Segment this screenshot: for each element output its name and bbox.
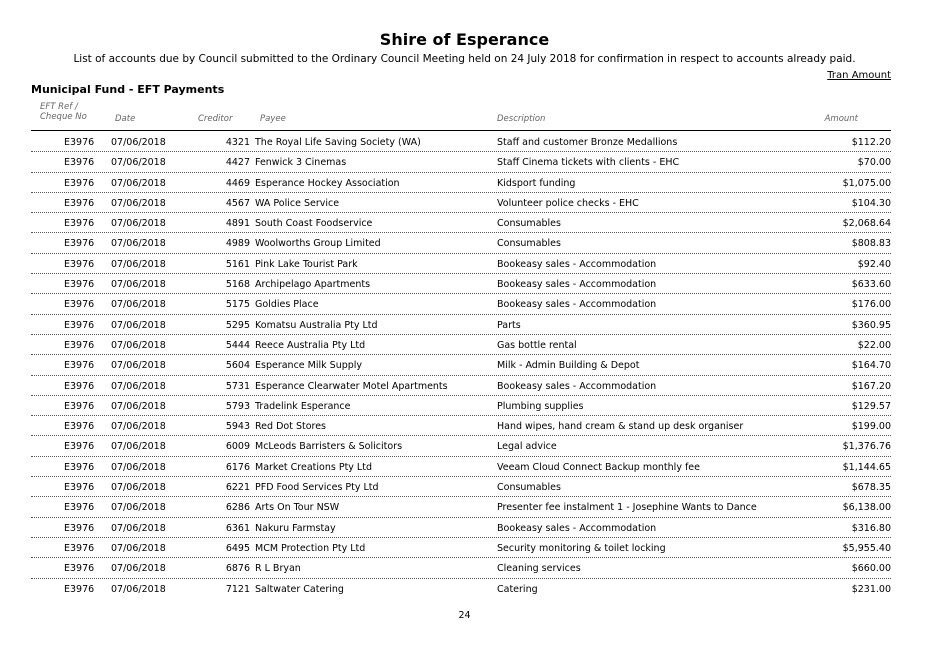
cell-creditor: 5295 [225, 319, 250, 331]
cell-creditor: 6876 [225, 563, 250, 575]
cell-description: Bookeasy sales - Accommodation [497, 299, 657, 311]
cell-date: 07/06/2018 [111, 258, 166, 270]
table-row [31, 254, 891, 274]
cell-eft-ref: E3976 [64, 380, 95, 392]
table-row [31, 376, 891, 396]
cell-date: 07/06/2018 [111, 441, 166, 453]
cell-eft-ref: E3976 [64, 238, 95, 250]
cell-description: Consumables [497, 238, 561, 250]
cell-date: 07/06/2018 [111, 319, 166, 331]
cell-payee: Pink Lake Tourist Park [255, 258, 358, 270]
cell-amount: $633.60 [851, 279, 891, 291]
cell-creditor: 7121 [225, 583, 250, 595]
cell-creditor: 6286 [225, 502, 250, 514]
cell-eft-ref: E3976 [64, 421, 95, 433]
table-row [31, 132, 891, 152]
cell-description: Cleaning services [497, 563, 581, 575]
cell-date: 07/06/2018 [111, 360, 166, 372]
table-row [31, 193, 891, 213]
cell-amount: $316.80 [851, 522, 891, 534]
table-row [31, 497, 891, 517]
cell-eft-ref: E3976 [64, 339, 95, 351]
cell-eft-ref: E3976 [64, 157, 95, 169]
cell-payee: Arts On Tour NSW [255, 502, 340, 514]
tran-amount-label: Tran Amount [827, 70, 891, 81]
cell-eft-ref: E3976 [64, 299, 95, 311]
cell-description: Bookeasy sales - Accommodation [497, 279, 657, 291]
cell-payee: Goldies Place [255, 299, 319, 311]
cell-date: 07/06/2018 [111, 563, 166, 575]
cell-payee: Tradelink Esperance [255, 400, 351, 412]
cell-amount: $231.00 [851, 583, 891, 595]
cell-eft-ref: E3976 [64, 583, 95, 595]
cell-eft-ref: E3976 [64, 177, 95, 189]
cell-amount: $112.20 [851, 137, 891, 148]
cell-description: Legal advice [497, 441, 557, 453]
cell-eft-ref: E3976 [64, 563, 95, 575]
table-row [31, 477, 891, 497]
cell-eft-ref: E3976 [64, 461, 95, 473]
cell-amount: $2,068.64 [842, 218, 891, 230]
cell-creditor: 5731 [225, 380, 250, 392]
table-row [31, 558, 891, 578]
cell-date: 07/06/2018 [111, 238, 166, 250]
cell-creditor: 6361 [225, 522, 250, 534]
cell-amount: $5,955.40 [842, 542, 891, 554]
cell-description: Veeam Cloud Connect Backup monthly fee [497, 461, 700, 473]
cell-creditor: 5168 [225, 279, 250, 291]
cell-payee: PFD Food Services Pty Ltd [255, 482, 379, 494]
cell-description: Staff Cinema tickets with clients - EHC [497, 157, 680, 169]
page-number: 24 [458, 610, 471, 621]
document-subtitle: List of accounts due by Council submitted to the Ordinary Council Meeting held on 24 July 2018 for confirmation in respect to accounts already paid. [73, 53, 856, 65]
cell-description: Presenter fee instalment 1 - Josephine Wants to Dance [497, 502, 757, 514]
cell-creditor: 6495 [225, 542, 250, 554]
table-row [31, 152, 891, 172]
table-row [31, 436, 891, 456]
cell-creditor: 4321 [225, 137, 250, 148]
table-row [31, 518, 891, 538]
cell-date: 07/06/2018 [111, 522, 166, 534]
cell-amount: $164.70 [851, 360, 891, 372]
cell-description: Volunteer police checks - EHC [497, 197, 639, 209]
table-row [31, 274, 891, 294]
cell-creditor: 5161 [225, 258, 250, 270]
cell-creditor: 4989 [225, 238, 250, 250]
cell-description: Milk - Admin Building & Depot [497, 360, 640, 372]
cell-amount: $808.83 [851, 238, 891, 250]
document-title: Shire of Esperance [379, 30, 550, 49]
cell-payee: Archipelago Apartments [255, 279, 371, 291]
cell-date: 07/06/2018 [111, 542, 166, 554]
cell-date: 07/06/2018 [111, 482, 166, 494]
header-amount: Amount [824, 114, 858, 124]
cell-date: 07/06/2018 [111, 157, 166, 169]
table-row [31, 315, 891, 335]
cell-description: Plumbing supplies [497, 400, 584, 412]
table-row [31, 233, 891, 253]
cell-payee: Komatsu Australia Pty Ltd [255, 319, 378, 331]
cell-amount: $360.95 [851, 319, 891, 331]
cell-amount: $70.00 [857, 157, 891, 169]
table-row [31, 213, 891, 233]
cell-amount: $678.35 [851, 482, 891, 494]
cell-amount: $6,138.00 [842, 502, 891, 514]
cell-payee: Market Creations Pty Ltd [255, 461, 372, 473]
cell-date: 07/06/2018 [111, 218, 166, 230]
cell-creditor: 5943 [225, 421, 250, 433]
cell-eft-ref: E3976 [64, 542, 95, 554]
cell-creditor: 4891 [225, 218, 250, 230]
cell-description: Catering [497, 583, 538, 595]
cell-payee: McLeods Barristers & Solicitors [255, 441, 403, 453]
cell-payee: Saltwater Catering [255, 583, 344, 595]
cell-eft-ref: E3976 [64, 137, 95, 148]
cell-description: Parts [497, 319, 521, 331]
cell-amount: $176.00 [851, 299, 891, 311]
cell-eft-ref: E3976 [64, 482, 95, 494]
table-row [31, 173, 891, 193]
cell-payee: Nakuru Farmstay [255, 522, 336, 534]
cell-amount: $129.57 [851, 400, 891, 412]
cell-description: Bookeasy sales - Accommodation [497, 258, 657, 270]
table-row [31, 294, 891, 314]
cell-eft-ref: E3976 [64, 502, 95, 514]
table-row [31, 457, 891, 477]
payments-table-body [31, 132, 891, 598]
table-row [31, 416, 891, 436]
cell-amount: $1,144.65 [842, 461, 891, 473]
table-row [31, 396, 891, 416]
cell-amount: $1,376.76 [842, 441, 891, 453]
cell-amount: $167.20 [851, 380, 891, 392]
cell-description: Gas bottle rental [497, 339, 577, 351]
cell-creditor: 4469 [225, 177, 250, 189]
table-row [31, 355, 891, 375]
cell-creditor: 5604 [225, 360, 250, 372]
cell-payee: Red Dot Stores [255, 421, 326, 433]
cell-date: 07/06/2018 [111, 279, 166, 291]
cell-description: Hand wipes, hand cream & stand up desk organiser [497, 421, 744, 433]
cell-payee: Fenwick 3 Cinemas [255, 157, 347, 169]
cell-eft-ref: E3976 [64, 360, 95, 372]
table-row [31, 538, 891, 558]
cell-amount: $104.30 [851, 197, 891, 209]
cell-amount: $22.00 [857, 339, 891, 351]
cell-payee: Woolworths Group Limited [255, 238, 381, 250]
cell-date: 07/06/2018 [111, 177, 166, 189]
cell-creditor: 5793 [225, 400, 250, 412]
cell-payee: The Royal Life Saving Society (WA) [255, 137, 421, 148]
cell-payee: MCM Protection Pty Ltd [255, 542, 366, 554]
cell-date: 07/06/2018 [111, 421, 166, 433]
cell-creditor: 6221 [225, 482, 250, 494]
cell-description: Bookeasy sales - Accommodation [497, 380, 657, 392]
cell-date: 07/06/2018 [111, 380, 166, 392]
cell-description: Consumables [497, 218, 561, 230]
header-description: Description [497, 114, 546, 124]
header-eft-ref: EFT Ref / Cheque No [40, 102, 87, 122]
cell-creditor: 4567 [225, 197, 250, 209]
cell-amount: $92.40 [857, 258, 891, 270]
cell-eft-ref: E3976 [64, 441, 95, 453]
cell-creditor: 6176 [225, 461, 250, 473]
cell-eft-ref: E3976 [64, 218, 95, 230]
cell-description: Staff and customer Bronze Medallions [497, 137, 678, 148]
cell-description: Consumables [497, 482, 561, 494]
cell-eft-ref: E3976 [64, 400, 95, 412]
cell-payee: Esperance Hockey Association [255, 177, 400, 189]
cell-payee: Esperance Clearwater Motel Apartments [255, 380, 448, 392]
cell-eft-ref: E3976 [64, 319, 95, 331]
cell-date: 07/06/2018 [111, 400, 166, 412]
cell-eft-ref: E3976 [64, 197, 95, 209]
cell-eft-ref: E3976 [64, 522, 95, 534]
cell-date: 07/06/2018 [111, 197, 166, 209]
cell-payee: Reece Australia Pty Ltd [255, 339, 366, 351]
cell-creditor: 5175 [225, 299, 250, 311]
header-creditor: Creditor [198, 114, 233, 124]
cell-amount: $199.00 [851, 421, 891, 433]
cell-payee: Esperance Milk Supply [255, 360, 363, 372]
cell-creditor: 4427 [225, 157, 250, 169]
fund-title: Municipal Fund - EFT Payments [31, 83, 225, 96]
cell-creditor: 6009 [225, 441, 250, 453]
cell-payee: R L Bryan [255, 563, 301, 575]
cell-amount: $1,075.00 [842, 177, 891, 189]
table-row [31, 335, 891, 355]
table-row [31, 579, 891, 598]
cell-amount: $660.00 [851, 563, 891, 575]
cell-date: 07/06/2018 [111, 461, 166, 473]
header-payee: Payee [260, 114, 286, 124]
cell-date: 07/06/2018 [111, 137, 166, 148]
cell-payee: WA Police Service [255, 197, 340, 209]
header-date: Date [115, 114, 136, 124]
cell-eft-ref: E3976 [64, 279, 95, 291]
cell-payee: South Coast Foodservice [255, 218, 373, 230]
cell-date: 07/06/2018 [111, 583, 166, 595]
cell-date: 07/06/2018 [111, 502, 166, 514]
cell-description: Bookeasy sales - Accommodation [497, 522, 657, 534]
table-header [31, 102, 891, 131]
cell-date: 07/06/2018 [111, 339, 166, 351]
cell-date: 07/06/2018 [111, 299, 166, 311]
cell-eft-ref: E3976 [64, 258, 95, 270]
cell-description: Security monitoring & toilet locking [497, 542, 666, 554]
cell-description: Kidsport funding [497, 177, 576, 189]
cell-creditor: 5444 [225, 339, 250, 351]
